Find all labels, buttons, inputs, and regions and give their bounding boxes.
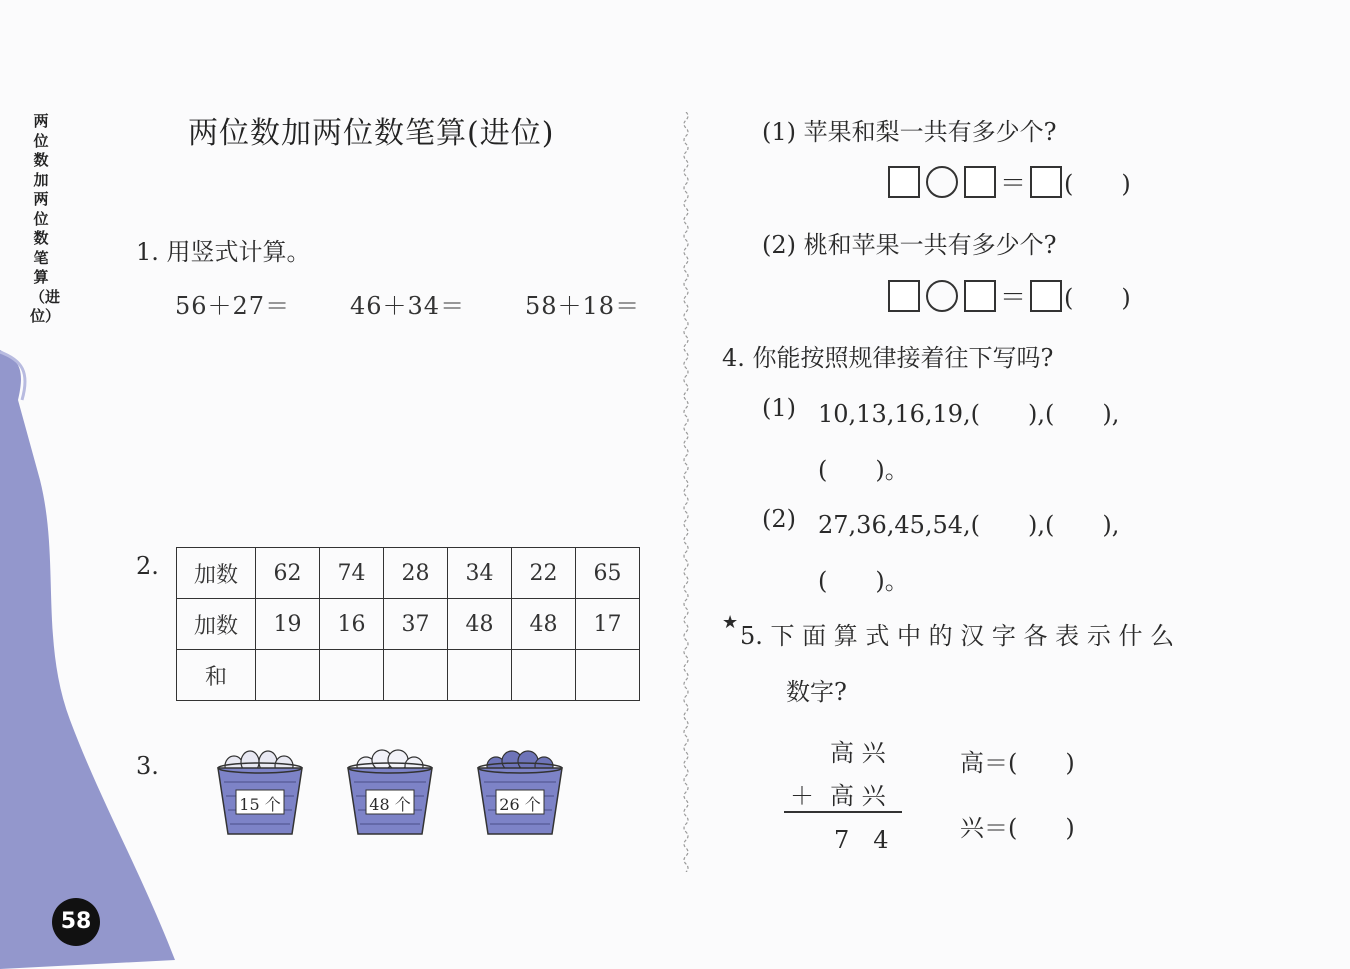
equals-sign: ＝ [1000, 169, 1027, 199]
side-title: 两位数加两位数笔算（进位） [30, 112, 61, 325]
operator-circle[interactable] [926, 280, 958, 312]
table-cell: 22 [512, 548, 576, 599]
table-cell: 37 [384, 599, 448, 650]
column-divider [676, 112, 696, 872]
problem-3: 58＋18＝ [525, 292, 641, 320]
question-3-label: 3. [136, 752, 159, 780]
sequence-2-tail: ( )。 [818, 567, 909, 595]
table-cell: 65 [576, 548, 640, 599]
addition-table [176, 547, 640, 701]
answer-box[interactable] [964, 166, 996, 198]
answer-box[interactable] [1030, 280, 1062, 312]
table-cell: 74 [320, 548, 384, 599]
answer-formula-1 [888, 163, 1131, 200]
basket-count: 48 个 [369, 795, 411, 814]
answer-cell[interactable] [512, 650, 576, 701]
sequence-1-label: (1) [762, 394, 796, 422]
problem-1: 56＋27＝ [175, 292, 291, 320]
unit-paren[interactable]: ( ) [1064, 170, 1131, 198]
table-cell: 34 [448, 548, 512, 599]
answer-box[interactable] [888, 166, 920, 198]
unit-paren[interactable]: ( ) [1064, 284, 1131, 312]
table-cell: 19 [256, 599, 320, 650]
puzzle-row-1: 高 兴 [830, 739, 886, 767]
question-2-label: 2. [136, 552, 159, 580]
table-row [177, 599, 640, 650]
answer-box[interactable] [888, 280, 920, 312]
sequence-2: 27,36,45,54,( ),( ), [818, 511, 1120, 539]
answer-xing: 兴＝( ) [960, 814, 1075, 842]
basket-count: 26 个 [499, 795, 541, 814]
peach-basket [344, 748, 436, 844]
table-cell: 48 [448, 599, 512, 650]
question-1-label: 1. 用竖式计算。 [136, 238, 311, 266]
page-number: 58 [52, 898, 100, 946]
answer-cell[interactable] [256, 650, 320, 701]
operator-circle[interactable] [926, 166, 958, 198]
problem-2: 46＋34＝ [350, 292, 466, 320]
answer-cell[interactable] [448, 650, 512, 701]
puzzle-result: 7 4 [834, 826, 889, 854]
table-row [177, 650, 640, 701]
sequence-2-label: (2) [762, 505, 796, 533]
row-header: 和 [177, 650, 256, 701]
question-5-label-cont: 数字? [786, 678, 847, 706]
answer-formula-2 [888, 277, 1131, 314]
puzzle-plus: ＋ [790, 782, 814, 810]
table-cell: 16 [320, 599, 384, 650]
answer-cell[interactable] [384, 650, 448, 701]
question-4-label: 4. 你能按照规律接着往下写吗? [722, 344, 1054, 372]
question-3-sub1: (1) 苹果和梨一共有多少个? [762, 118, 1057, 146]
table-cell: 62 [256, 548, 320, 599]
row-header: 加数 [177, 599, 256, 650]
table-cell: 28 [384, 548, 448, 599]
answer-box[interactable] [1030, 166, 1062, 198]
puzzle-row-2: 高 兴 [830, 782, 886, 810]
basket-count: 15 个 [239, 795, 281, 814]
lesson-title: 两位数加两位数笔算(进位) [188, 116, 555, 151]
answer-cell[interactable] [576, 650, 640, 701]
equals-sign: ＝ [1000, 283, 1027, 313]
sequence-1-tail: ( )。 [818, 456, 909, 484]
star-icon: ★ [722, 612, 739, 633]
answer-box[interactable] [964, 280, 996, 312]
answer-cell[interactable] [320, 650, 384, 701]
sum-line [784, 811, 902, 813]
row-header: 加数 [177, 548, 256, 599]
question-3-sub2: (2) 桃和苹果一共有多少个? [762, 231, 1057, 259]
pear-basket [214, 748, 306, 844]
question-5-label: 5. 下 面 算 式 中 的 汉 字 各 表 示 什 么 [740, 622, 1175, 650]
table-cell: 48 [512, 599, 576, 650]
answer-gao: 高＝( ) [960, 749, 1075, 777]
sequence-1: 10,13,16,19,( ),( ), [818, 400, 1120, 428]
table-row [177, 548, 640, 599]
table-cell: 17 [576, 599, 640, 650]
apple-basket [474, 748, 566, 844]
